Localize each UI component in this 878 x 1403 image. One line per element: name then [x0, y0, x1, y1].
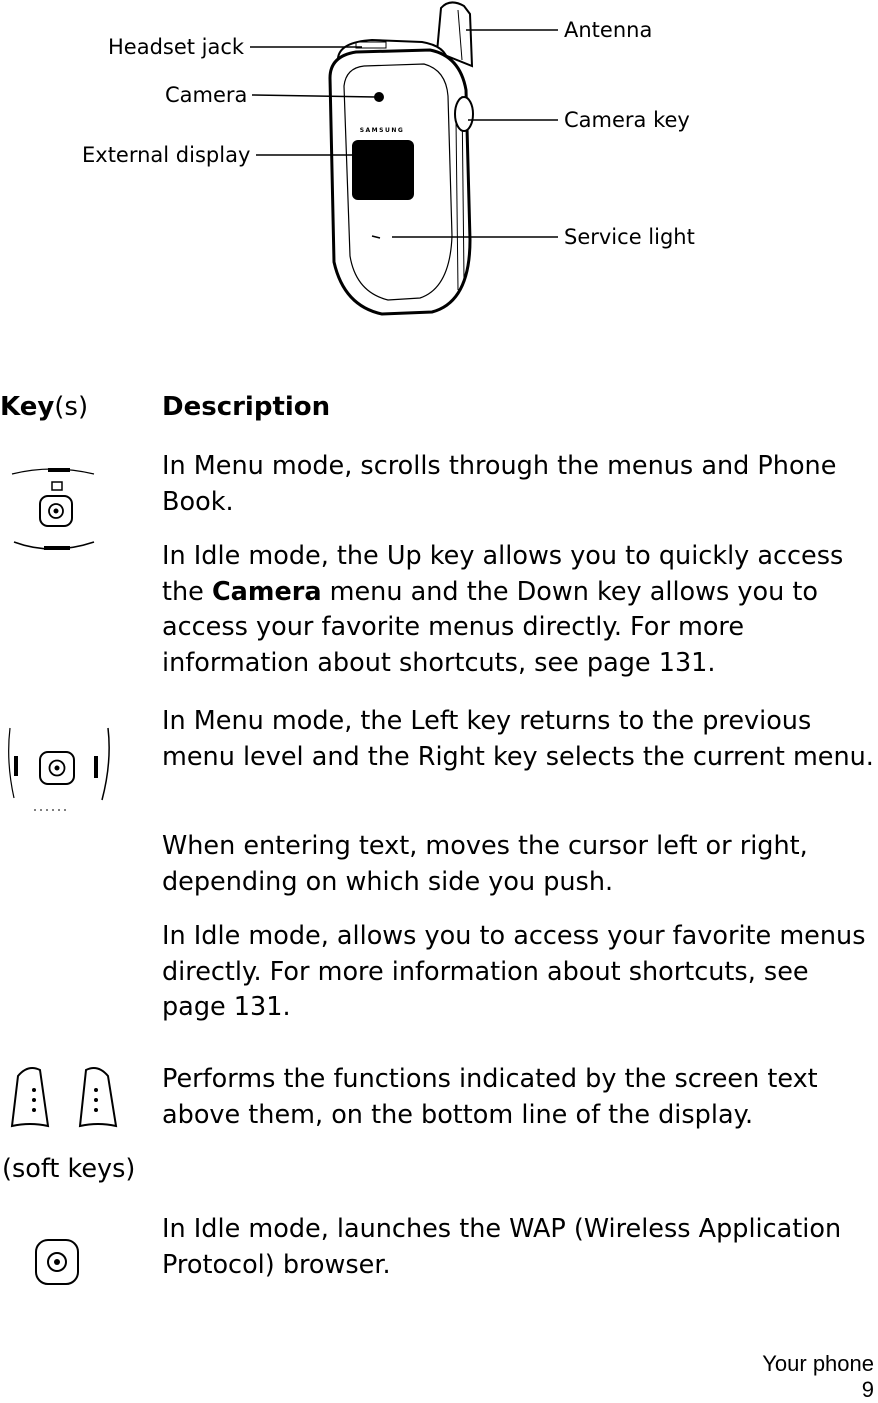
- left-right-nav-key-icon: [4, 722, 114, 814]
- soft-keys-caption: (soft keys): [2, 1154, 136, 1184]
- description-header-text: Description: [162, 392, 331, 422]
- label-headset-jack: Headset jack: [108, 35, 245, 59]
- label-external-display: External display: [82, 143, 251, 167]
- row1-para2-bold: Camera: [211, 576, 322, 607]
- brand-text: SAMSUNG: [359, 127, 405, 134]
- row4-para1: In Idle mode, launches the WAP (Wireless Application Protocol) browser.: [162, 1214, 842, 1280]
- page-number: 9: [861, 1377, 874, 1402]
- soft-keys-icon: [4, 1062, 124, 1136]
- wap-key-icon: [30, 1234, 86, 1294]
- footer-section: Your phone: [762, 1351, 874, 1376]
- left-soft-key-icon: [12, 1068, 48, 1126]
- row1-para2-end: menu and the Down key allows you to access your favorite menus directly. For more information about shortcuts, see page 131.: [162, 576, 818, 678]
- keys-column-header: [0, 392, 88, 422]
- row1-para2-start: In Idle mode, the Up key allows you to quickly access the: [162, 541, 844, 607]
- label-antenna: Antenna: [564, 18, 653, 42]
- description-column-header: [162, 392, 330, 422]
- keys-header-suffix: (s): [54, 392, 89, 422]
- row1-para2: [162, 539, 878, 681]
- row2-para1: In Menu mode, the Left key returns to the previous menu level and the Right key selects the current menu.: [162, 706, 874, 772]
- label-camera: Camera: [165, 83, 248, 107]
- row2-para2: When entering text, moves the cursor left or right, depending on which side you push.: [162, 831, 808, 897]
- row2-para3: In Idle mode, allows you to access your favorite menus directly. For more information about shortcuts, see page 131.: [162, 921, 866, 1022]
- keys-header-bold: Key: [0, 392, 55, 422]
- row3-para1: Performs the functions indicated by the screen text above them, on the bottom line of the display.: [162, 1064, 818, 1130]
- label-service-light: Service light: [564, 225, 695, 249]
- label-camera-key: Camera key: [564, 108, 690, 132]
- right-soft-key-icon: [80, 1068, 116, 1126]
- up-down-nav-key-icon: [4, 462, 100, 558]
- row1-para1: In Menu mode, scrolls through the menus and Phone Book.: [162, 451, 837, 517]
